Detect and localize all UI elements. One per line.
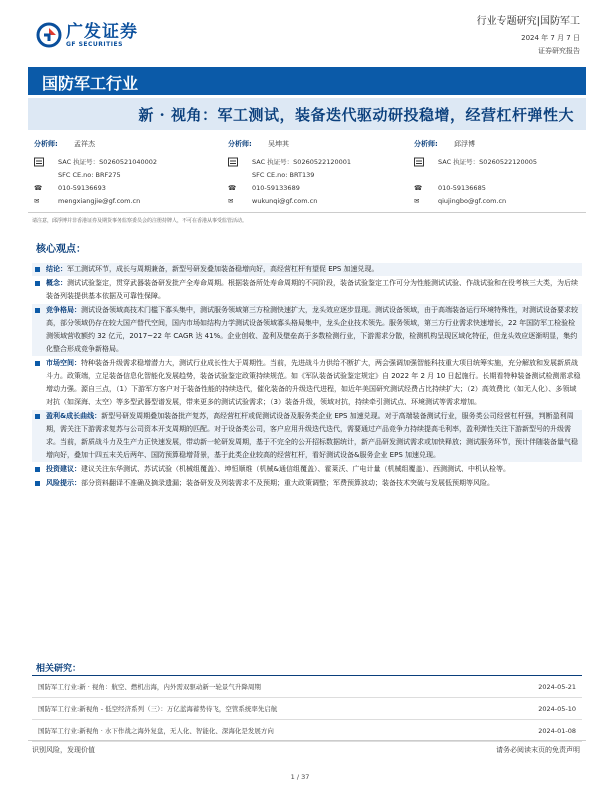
phone-icon: ☎ [414, 183, 423, 192]
sac-number: SAC 执证号：S0260521040002 [58, 158, 158, 166]
bullet-text: 建议关注东华测试、苏试试验（机械组覆盖）、坤恒顺维（机械&通信组覆盖）、霍莱沃、广电计量（机械组覆盖）、西测测试、中机认检等。 [81, 465, 510, 473]
phone-icon: ☎ [228, 183, 237, 192]
analyst-label: 分析师: [34, 139, 58, 148]
related-item[interactable] [32, 698, 582, 720]
related-research-heading: 相关研究： [36, 664, 82, 674]
analyst-card [228, 137, 408, 207]
analyst-email[interactable]: mengxiangjie@gf.com.cn [58, 196, 141, 205]
industry-name: 国防军工行业 [42, 74, 139, 93]
bullet-lead: 结论： [46, 265, 67, 273]
analyst-name: 吴坤其 [268, 139, 289, 148]
analyst-email[interactable]: wukunqi@gf.com.cn [252, 196, 318, 205]
bullet-text: 测试设备领域高技术门槛下寡头集中，测试服务领域第三方检测快速扩大，龙头效应逐步显现。测试设备领域，由于高端装备运行环境特殊性，对测试设备要求较高，部分领域仍存在较大国产替代空间，国内市场如结构力学测试设备领域寡头格局集中，龙头企业技术领先。服务领域，第三方行业需求快速增长，22 年国防军工检验检测领域营收额约 32 亿元，2017~22 年 CAGR 达 41%。企业创收、盈利及壁垒高于多数检测行业，下游需求分散，检测机构呈现区域化特征，但龙头效应逐渐明显，集约化整合形成竞争新格局。 [46, 306, 578, 353]
analyst-disclaimer: 请注意，邱浮博并非香港证券及期货事务监察委员会的注册持牌人，不可在香港从事受监管活动。 [32, 218, 248, 224]
analyst-block [28, 133, 586, 213]
bullet-lead: 盈利&成长曲线： [46, 412, 102, 420]
analyst-phone: 010-59133689 [252, 183, 300, 192]
report-label: 证券研究报告 [538, 47, 580, 55]
footer-divider [28, 740, 586, 741]
analyst-name: 孟祥杰 [74, 139, 95, 148]
analyst-email[interactable]: qiujingbo@gf.com.cn [438, 196, 507, 205]
bullet-lead: 市场空间： [46, 359, 81, 367]
report-title-bar [28, 98, 586, 130]
footer-disclaimer: 请务必阅读末页的免责声明 [496, 746, 580, 754]
bullet-investment [32, 463, 582, 476]
bullet-text: 部分资料翻译不准确及摘录遗漏；装备研发及列装需求不及预期；重大政策调整；军费预算波动；装备技术突破与发展低预期等风险。 [81, 479, 494, 487]
bullet-concept [32, 277, 582, 303]
related-date: 2024-05-21 [538, 682, 576, 691]
brand-name-cn: 广发证券 [66, 21, 138, 42]
bullet-risk [32, 477, 582, 490]
analyst-label: 分析师: [228, 139, 252, 148]
bullet-conclusion [32, 263, 582, 276]
bullet-lead: 风险提示： [46, 479, 81, 487]
related-title[interactable]: 国防军工行业:新视角 - 低空经济系列（三）：万亿蓝海蓄势待飞，空管系统率先启航 [38, 705, 278, 713]
related-research-list [32, 675, 582, 742]
footer-slogan: 识别风险，发现价值 [32, 746, 95, 754]
analyst-label: 分析师: [414, 139, 438, 148]
brand-name-en: GF SECURITIES [66, 40, 123, 48]
id-card-icon [34, 156, 58, 168]
bullet-lead: 竞争格局： [46, 306, 81, 314]
id-card-icon [228, 156, 252, 168]
page-header [0, 0, 600, 62]
related-date: 2024-01-08 [538, 726, 576, 735]
core-views-heading: 核心观点： [36, 244, 86, 255]
sac-number: SAC 执证号：S0260522120001 [252, 158, 352, 166]
bullet-text: 新型号研发周期叠加装备批产复苏，高经营杠杆或促测试设备及服务类企业 EPS 加速兑现。对于高端装备测试行业，服务类公司经营杠杆强，判断盈利周期，需关注下游需求复苏与公司资本开支周期的匹配。对于设备类公司，客户应用升级迭代迭代，需要通过产品竞争力持续提高毛利率，盈利弹性关注下游新型号的升级需求。当前，新质战斗力及生产力正快速发展，带动新一轮研发周期，基于不完全的公开招标数据统计，新产品研发测试需求或加快释放；测试服务环节，预计伴随装备量气稳增向好，叠加十四五末关后两年、国防预算稳增背景，基于此类企业较高的经营杠杆，看好测试设备&服务企业 EPS 加速兑现。 [46, 412, 578, 459]
bullet-profit-growth [32, 410, 582, 462]
sfc-number: SFC CE.no: BRT139 [252, 170, 315, 179]
industry-banner [28, 67, 586, 95]
report-date: 2024 年 7 月 7 日 [521, 34, 580, 42]
core-views-list [32, 263, 582, 491]
brand-logo [36, 22, 138, 48]
bullet-lead: 投资建议： [46, 465, 81, 473]
analyst-name: 邱浮博 [454, 139, 475, 148]
sac-number: SAC 执证号：S0260522120005 [438, 158, 538, 166]
gf-logo-icon [36, 22, 62, 48]
analyst-card [34, 137, 214, 207]
bullet-competition [32, 304, 582, 356]
related-title[interactable]: 国防军工行业:新 · 视角：航空、燃机出海，内外需双驱动新一轮景气升降周期 [38, 683, 261, 691]
related-date: 2024-05-10 [538, 704, 576, 713]
report-title: 新 · 视角：军工测试，装备迭代驱动研投稳增，经营杠杆弹性大 [138, 106, 574, 124]
analyst-card [414, 137, 594, 207]
bullet-text: 军工测试环节，成长与周期兼备，新型号研发叠加装备稳增向好，高经营杠杆有望促 EPS 加速兑现。 [67, 265, 379, 273]
phone-icon: ☎ [34, 183, 43, 192]
analyst-phone: 010-59136685 [438, 183, 486, 192]
bullet-market [32, 357, 582, 409]
email-icon: ✉ [228, 196, 234, 205]
related-title[interactable]: 国防军工行业:新视角 · 水下作战之海外复盘，无人化、智能化、深海化是发展方向 [38, 727, 274, 735]
related-item[interactable] [32, 720, 582, 742]
report-type: 行业专题研究|国防军工 [476, 16, 580, 27]
bullet-text: 测试试验鉴定，贯穿武器装备研发批产全寿命周期。根据装备所处寿命周期的不同阶段，装备试验鉴定工作可分为性能测试试验、作战试验和在役考核三大类，为后续装备列装提供基本依据及可靠性保障。 [46, 279, 578, 300]
related-item[interactable] [32, 676, 582, 698]
analyst-phone: 010-59136693 [58, 183, 106, 192]
bullet-lead: 概念： [46, 279, 67, 287]
bullet-text: 特种装备升级需求稳增潜力大，测试行业成长性大于周期性。当前，先进战斗力供给不断扩大，两会强调加强智能科技重大项目统筹实施，充分解放和发展新质战斗力。政策端，立足装备信息化智能化发展趋势，装备试验鉴定政策持续规范。如《军队装备试验鉴定规定》自 2022 年 2 月 10 日起施行。长期看特种装备测试检测需求稳增动力强。源自三点，（1）下游军方客户对于装备性能的持续迭代，催化装备的升级迭代进程，如近年美国研究测试经费占比持续扩大；（2）高效费比（如无人化）、多领域对抗（如深海、太空）等多型武器型谱发展，带来更多的测试试验需求；（3）装备升级，领域对抗，持续牵引测试点、环境测试等需求增加。 [46, 359, 581, 406]
email-icon: ✉ [414, 196, 420, 205]
page-number: 1 / 37 [290, 773, 310, 781]
id-card-icon [414, 156, 438, 168]
email-icon: ✉ [34, 196, 40, 205]
sfc-number: SFC CE.no: BRF275 [58, 170, 121, 179]
